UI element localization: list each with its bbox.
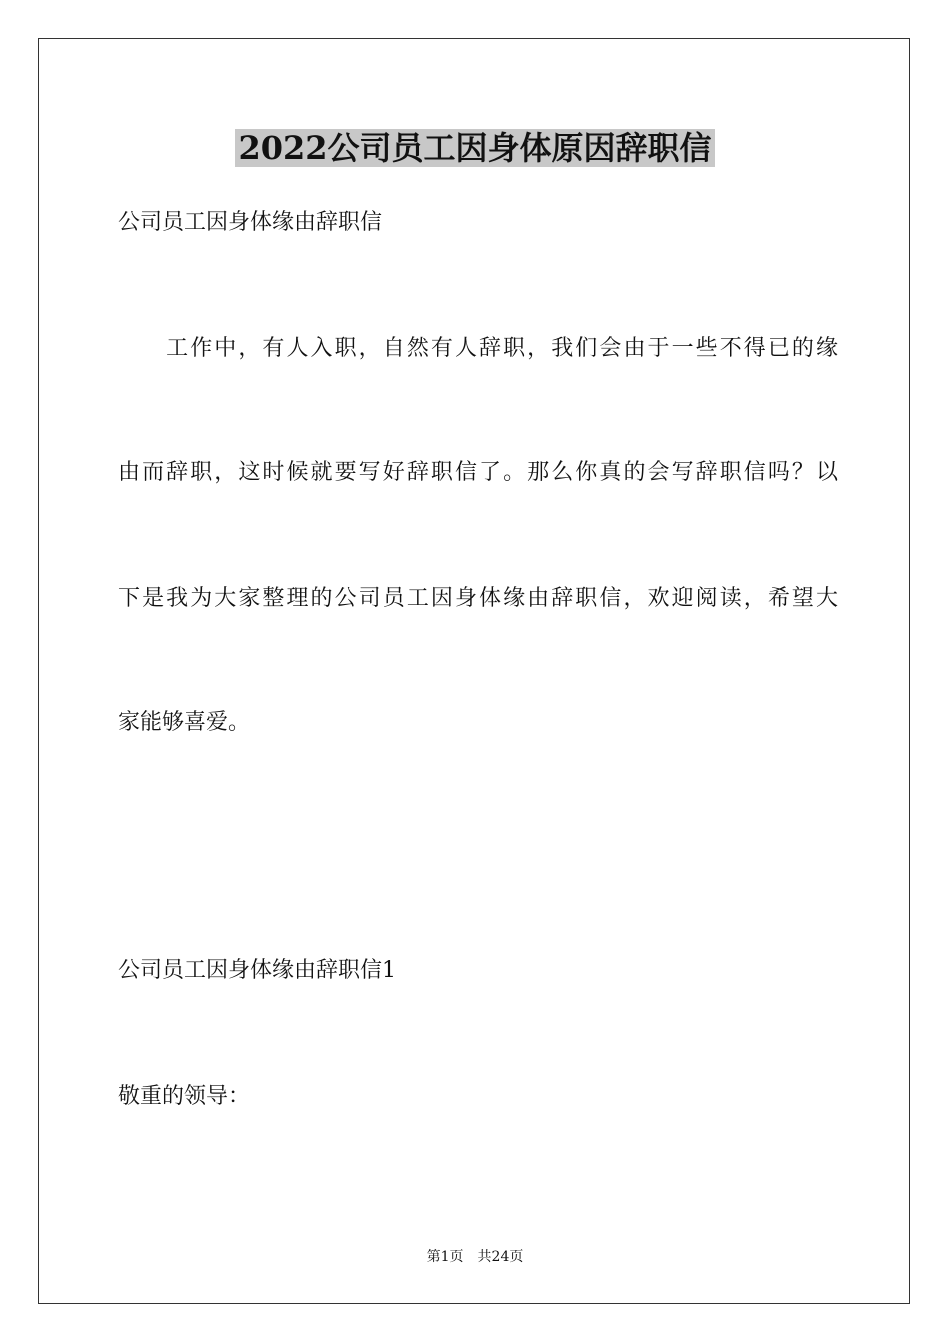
intro-line-4: 家能够喜爱。 [118, 710, 251, 735]
salutation: 敬重的领导： [118, 1084, 251, 1109]
intro-line-1: 工作中，有人入职，自然有人辞职，我们会由于一些不得已的缘 [118, 336, 838, 361]
page-number-footer: 第1页 共24页 [426, 1249, 524, 1265]
intro-line-2: 由而辞职，这时候就要写好辞职信了。那么你真的会写辞职信吗？以 [118, 460, 838, 485]
section-heading: 公司员工因身体缘由辞职信1 [118, 958, 396, 983]
document-title [0, 124, 950, 172]
intro-line-3: 下是我为大家整理的公司员工因身体缘由辞职信，欢迎阅读，希望大 [118, 586, 838, 611]
document-title-text: 2022公司员工因身体原因辞职信 [235, 129, 714, 167]
subtitle: 公司员工因身体缘由辞职信 [118, 210, 383, 235]
